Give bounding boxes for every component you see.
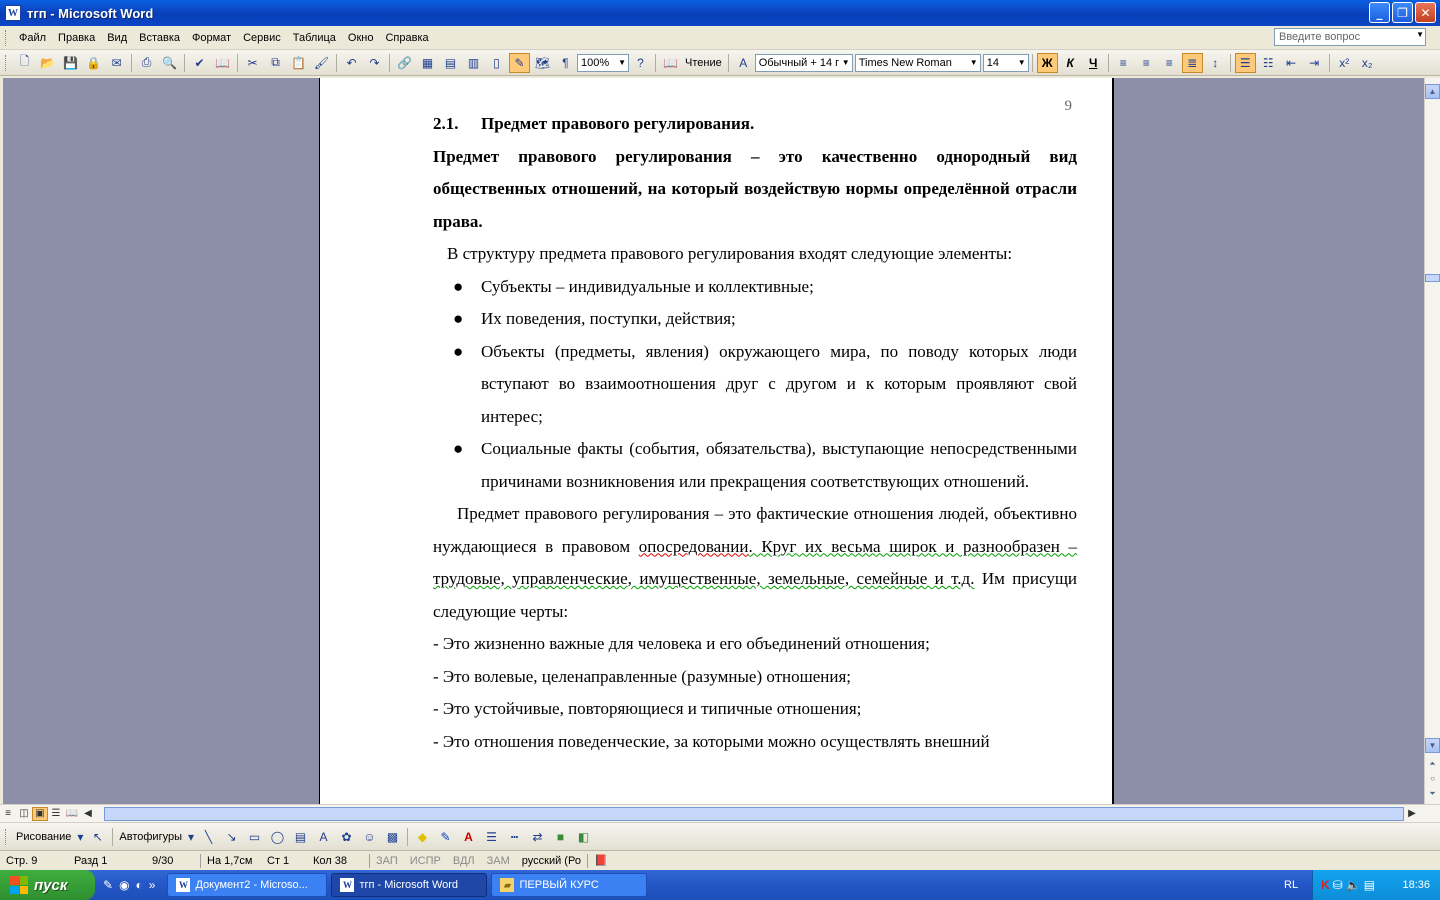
window-title: тгп - Microsoft Word <box>27 5 154 21</box>
clock: 18:36 <box>1402 879 1430 891</box>
status-language[interactable]: русский (Ро <box>521 854 581 867</box>
line-style-icon[interactable]: ☰ <box>486 829 497 844</box>
style-combo[interactable] <box>755 54 853 72</box>
status-position: На 1,7см <box>207 854 253 867</box>
word-doc-icon: W <box>340 878 354 892</box>
restore-button[interactable]: ❐ <box>1392 2 1413 23</box>
chevron-down-icon[interactable]: ▼ <box>841 57 850 67</box>
status-extend[interactable]: ВДЛ <box>452 854 475 867</box>
antivirus-icon[interactable]: K <box>1321 878 1330 892</box>
feature-line: - Это жизненно важные для человека и его объединений отношения; <box>433 634 930 653</box>
columns-icon[interactable]: ▯ <box>493 55 500 70</box>
page-number: 9 <box>1064 98 1072 114</box>
align-right-icon[interactable]: ≡ <box>1165 55 1173 70</box>
email-icon[interactable]: ✉ <box>111 55 122 70</box>
hyperlink-icon[interactable]: 🔗 <box>397 55 412 70</box>
status-bar <box>0 850 1440 870</box>
toolbar-grip[interactable] <box>5 55 8 71</box>
menu-insert[interactable]: Вставка <box>139 31 181 44</box>
start-button[interactable] <box>0 870 95 900</box>
zoom-combo[interactable] <box>577 54 629 72</box>
undo-icon[interactable]: ↶ <box>346 55 357 70</box>
autoshapes-menu-button[interactable]: Автофигуры <box>119 830 182 843</box>
web-view-icon[interactable]: ◫ <box>19 808 29 819</box>
definition-paragraph: Предмет правового регулирования – это качественно однородный вид общественных отношений, на который воздействую нормы определённой отрасли права. <box>433 146 1077 231</box>
underline-button[interactable]: Ч <box>1088 55 1098 70</box>
grammar-flagged-text[interactable]: . Круг их весьма широк и разнообразен – трудовые, управленческие, имущественные, земельные, семейные и т.д. <box>433 536 1077 588</box>
picture-icon[interactable]: ▩ <box>386 829 399 844</box>
bold-button[interactable]: Ж <box>1037 53 1058 73</box>
spelling-status-icon[interactable]: 📕 <box>593 855 608 867</box>
minimize-button[interactable]: _ <box>1369 2 1390 23</box>
network-icon[interactable]: ⛁ <box>1332 878 1343 892</box>
status-column: Кол 38 <box>313 854 347 867</box>
justify-icon[interactable]: ≣ <box>1182 53 1203 73</box>
status-track-changes[interactable]: ИСПР <box>409 854 441 867</box>
menu-tools[interactable]: Сервис <box>243 31 281 44</box>
paste-icon[interactable]: 📋 <box>291 55 306 70</box>
edit-icon[interactable]: ✎ <box>103 878 114 892</box>
bullet-icon: ● <box>453 309 464 328</box>
horizontal-scroll-thumb[interactable] <box>104 807 1404 821</box>
chevron-down-icon[interactable]: ▼ <box>1416 30 1424 39</box>
print-layout-icon[interactable]: ▣ <box>32 807 48 821</box>
font-combo[interactable] <box>855 54 981 72</box>
vertical-scrollbar[interactable] <box>1424 78 1440 804</box>
status-record[interactable]: ЗАП <box>376 854 398 867</box>
menu-help[interactable]: Справка <box>385 31 429 44</box>
outline-view-icon[interactable]: ☰ <box>51 808 61 819</box>
list-item: ● Объекты (предметы, явления) окружающего мира, по поводу которых люди вступают во взаимоотношения друг с другом и к которым проявляют свой интерес; <box>433 336 1077 434</box>
3d-style-icon[interactable]: ◧ <box>577 829 590 844</box>
chevron-down-icon[interactable]: ▼ <box>618 57 626 67</box>
document-text[interactable] <box>433 108 1077 758</box>
subscript-icon[interactable]: x₂ <box>1361 55 1373 70</box>
taskbar-item-document2[interactable]: W Документ2 - Microso... <box>167 873 327 897</box>
chevron-down-icon[interactable]: ▾ <box>187 829 195 844</box>
arrow-icon[interactable]: ↘ <box>226 829 237 844</box>
reading-view-icon[interactable]: 📖 <box>65 808 79 819</box>
status-section: Разд 1 <box>74 854 108 867</box>
status-line: Ст 1 <box>267 854 290 867</box>
volume-icon[interactable]: 🔈 <box>1345 878 1361 892</box>
ask-question-placeholder: Введите вопрос <box>1279 31 1361 43</box>
toolbar-grip[interactable] <box>5 30 8 46</box>
menu-format[interactable]: Формат <box>192 31 232 44</box>
menu-view[interactable]: Вид <box>107 31 128 44</box>
font-size-combo[interactable] <box>983 54 1029 72</box>
insert-table-icon[interactable]: ▤ <box>444 55 457 70</box>
feature-line: - Это волевые, целенаправленные (разумные) отношения; <box>433 666 852 686</box>
intro-paragraph: В структуру предмета правового регулирования входят следующие элементы: <box>447 244 1013 263</box>
list-item: ● Их поведения, поступки, действия; <box>433 303 1077 336</box>
numbering-icon[interactable]: ☰ <box>1235 53 1256 73</box>
taskbar-item-folder[interactable]: ▰ ПЕРВЫЙ КУРС <box>491 873 647 897</box>
title-bar <box>0 0 1440 26</box>
next-page-icon[interactable]: ⏷ <box>1429 788 1436 798</box>
line-color-icon[interactable]: ✎ <box>440 829 451 844</box>
normal-view-icon[interactable]: ≡ <box>5 808 11 819</box>
cut-icon[interactable]: ✂ <box>247 55 258 70</box>
window-controls <box>1369 2 1436 23</box>
research-icon[interactable]: 📖 <box>215 55 230 70</box>
dash-style-icon[interactable]: ┅ <box>510 829 519 844</box>
scroll-down-icon[interactable]: ▼ <box>1425 738 1440 753</box>
status-page[interactable]: Стр. 9 <box>6 854 38 867</box>
wordart-icon[interactable]: A <box>319 829 328 844</box>
fill-color-icon[interactable]: ◆ <box>417 829 428 844</box>
help-icon[interactable]: ? <box>637 55 644 70</box>
status-pages: 9/30 <box>152 854 174 867</box>
list-item: ● Субъекты – индивидуальные и коллективные; <box>433 271 1077 304</box>
heading-number: 2.1. <box>433 114 459 133</box>
scroll-left-icon[interactable]: ◀ <box>84 808 92 819</box>
scroll-thumb[interactable] <box>1425 274 1440 282</box>
scroll-right-icon[interactable]: ▶ <box>1408 808 1416 819</box>
menu-bar <box>0 26 1440 50</box>
text-box-icon[interactable]: ▤ <box>294 829 307 844</box>
notes-icon[interactable]: ▤ <box>1363 878 1376 892</box>
folder-icon: ▰ <box>500 878 514 892</box>
arrow-style-icon[interactable]: ⇄ <box>532 829 543 844</box>
opera-icon[interactable]: ◉ <box>119 878 130 892</box>
insert-excel-icon[interactable]: ▥ <box>467 55 480 70</box>
align-center-icon[interactable]: ≡ <box>1142 55 1150 70</box>
line-icon[interactable]: ╲ <box>204 829 213 844</box>
superscript-icon[interactable]: x² <box>1339 55 1350 70</box>
quick-launch <box>95 878 163 892</box>
word-app-icon[interactable]: W <box>5 5 21 21</box>
oval-icon[interactable]: ◯ <box>270 829 285 844</box>
rectangle-icon[interactable]: ▭ <box>248 829 261 844</box>
new-document-icon[interactable]: 🗋 <box>19 54 30 68</box>
copy-icon[interactable]: ⧉ <box>271 55 280 69</box>
print-preview-icon[interactable]: 🔍 <box>162 55 177 70</box>
chevron-down-icon[interactable]: ▼ <box>1017 57 1026 67</box>
permission-icon[interactable]: 🔒 <box>86 55 101 70</box>
font-color-icon[interactable]: A <box>464 829 473 844</box>
bullet-icon: ● <box>453 276 464 296</box>
list-item: ● Социальные факты (события, обязательства), выступающие непосредственными причинами возникновения или прекращения соответствующих отношений. <box>433 433 1077 498</box>
expand-icon[interactable]: » <box>148 878 156 892</box>
spelling-icon[interactable]: ✔ <box>194 55 205 70</box>
start-label: пуск <box>34 876 68 894</box>
shadow-style-icon[interactable]: ■ <box>556 829 565 844</box>
feature-line: - Это отношения поведенческие, за которыми можно осуществлять внешний <box>433 731 990 751</box>
font-value: Times New Roman <box>858 56 952 69</box>
bullet-icon: ● <box>453 439 464 458</box>
increase-indent-icon[interactable]: ⇥ <box>1309 55 1320 70</box>
taskbar <box>0 870 1440 900</box>
chevron-down-icon[interactable]: ▾ <box>77 829 84 844</box>
word-doc-icon: W <box>176 878 190 892</box>
toolbar-grip[interactable] <box>5 829 8 845</box>
font-size-value: 14 <box>986 56 999 69</box>
drawing-toolbar <box>0 822 1440 850</box>
redo-icon[interactable]: ↷ <box>369 55 380 70</box>
style-value: Обычный + 14 г <box>758 56 840 69</box>
menu-table[interactable]: Таблица <box>292 31 336 44</box>
reading-icon[interactable]: 📖 <box>663 55 678 70</box>
drawing-icon[interactable]: ✎ <box>509 53 530 73</box>
document-workspace <box>0 78 1424 804</box>
draw-menu-button[interactable]: Рисование <box>16 830 72 843</box>
document-page[interactable] <box>319 78 1114 804</box>
save-icon[interactable]: 💾 <box>63 55 78 70</box>
ask-question-input[interactable] <box>1274 28 1426 46</box>
reading-button[interactable]: Чтение <box>685 56 722 69</box>
feature-line: - Это устойчивые, повторяющиеся и типичные отношения; <box>433 699 862 718</box>
menu-edit[interactable]: Правка <box>58 31 96 44</box>
firefox-icon[interactable]: ◐ <box>135 878 143 892</box>
styles-icon[interactable]: A <box>739 55 748 70</box>
body-paragraph: Предмет правового регулирования – это фактические отношения людей, объективно нуждающиеся в правовом опосредовании. Круг их весьма широк и разнообразен – трудовые, управленческие, имущественные, земельные, семейные и т.д. Им присущи следующие черты: <box>433 504 1078 621</box>
bullet-icon: ● <box>453 341 464 361</box>
select-objects-icon[interactable]: ↖ <box>92 829 103 844</box>
align-left-icon[interactable]: ≡ <box>1119 55 1127 70</box>
chevron-down-icon[interactable]: ▼ <box>969 57 978 67</box>
bullets-icon[interactable]: ☷ <box>1262 55 1274 70</box>
line-spacing-icon[interactable]: ↕ <box>1212 55 1219 70</box>
section-heading <box>433 108 1077 141</box>
system-tray <box>1312 870 1440 900</box>
diagram-icon[interactable]: ✿ <box>341 829 352 844</box>
open-folder-icon[interactable]: 📂 <box>40 55 55 70</box>
language-indicator[interactable]: RL <box>1284 879 1299 891</box>
windows-logo-icon <box>10 876 28 894</box>
taskbar-item-tgp[interactable]: W тгп - Microsoft Word <box>331 873 487 897</box>
italic-button[interactable]: К <box>1066 55 1074 70</box>
close-button[interactable]: ✕ <box>1415 2 1436 23</box>
previous-page-icon[interactable]: ⏶ <box>1429 758 1436 768</box>
format-painter-icon[interactable]: 🖌 <box>313 55 330 70</box>
select-browse-object-icon[interactable]: ○ <box>1430 774 1435 783</box>
horizontal-scrollbar-row <box>0 804 1440 822</box>
menu-file[interactable]: Файл <box>19 31 47 44</box>
zoom-value: 100% <box>581 56 610 69</box>
decrease-indent-icon[interactable]: ⇤ <box>1286 55 1297 70</box>
menu-window[interactable]: Окно <box>347 31 374 44</box>
status-overtype[interactable]: ЗАМ <box>486 854 510 867</box>
standard-formatting-toolbar <box>0 50 1440 76</box>
heading-text: Предмет правового регулирования. <box>481 114 755 133</box>
tables-borders-icon[interactable]: ▦ <box>421 55 434 70</box>
show-hide-icon[interactable]: ¶ <box>562 55 569 70</box>
clip-art-icon[interactable]: ☺ <box>363 829 376 844</box>
document-map-icon[interactable]: 🗺 <box>534 55 551 70</box>
misspelled-word[interactable]: опосредовании <box>638 536 749 556</box>
print-icon[interactable]: ⎙ <box>141 55 152 69</box>
scroll-up-icon[interactable]: ▲ <box>1425 84 1440 99</box>
